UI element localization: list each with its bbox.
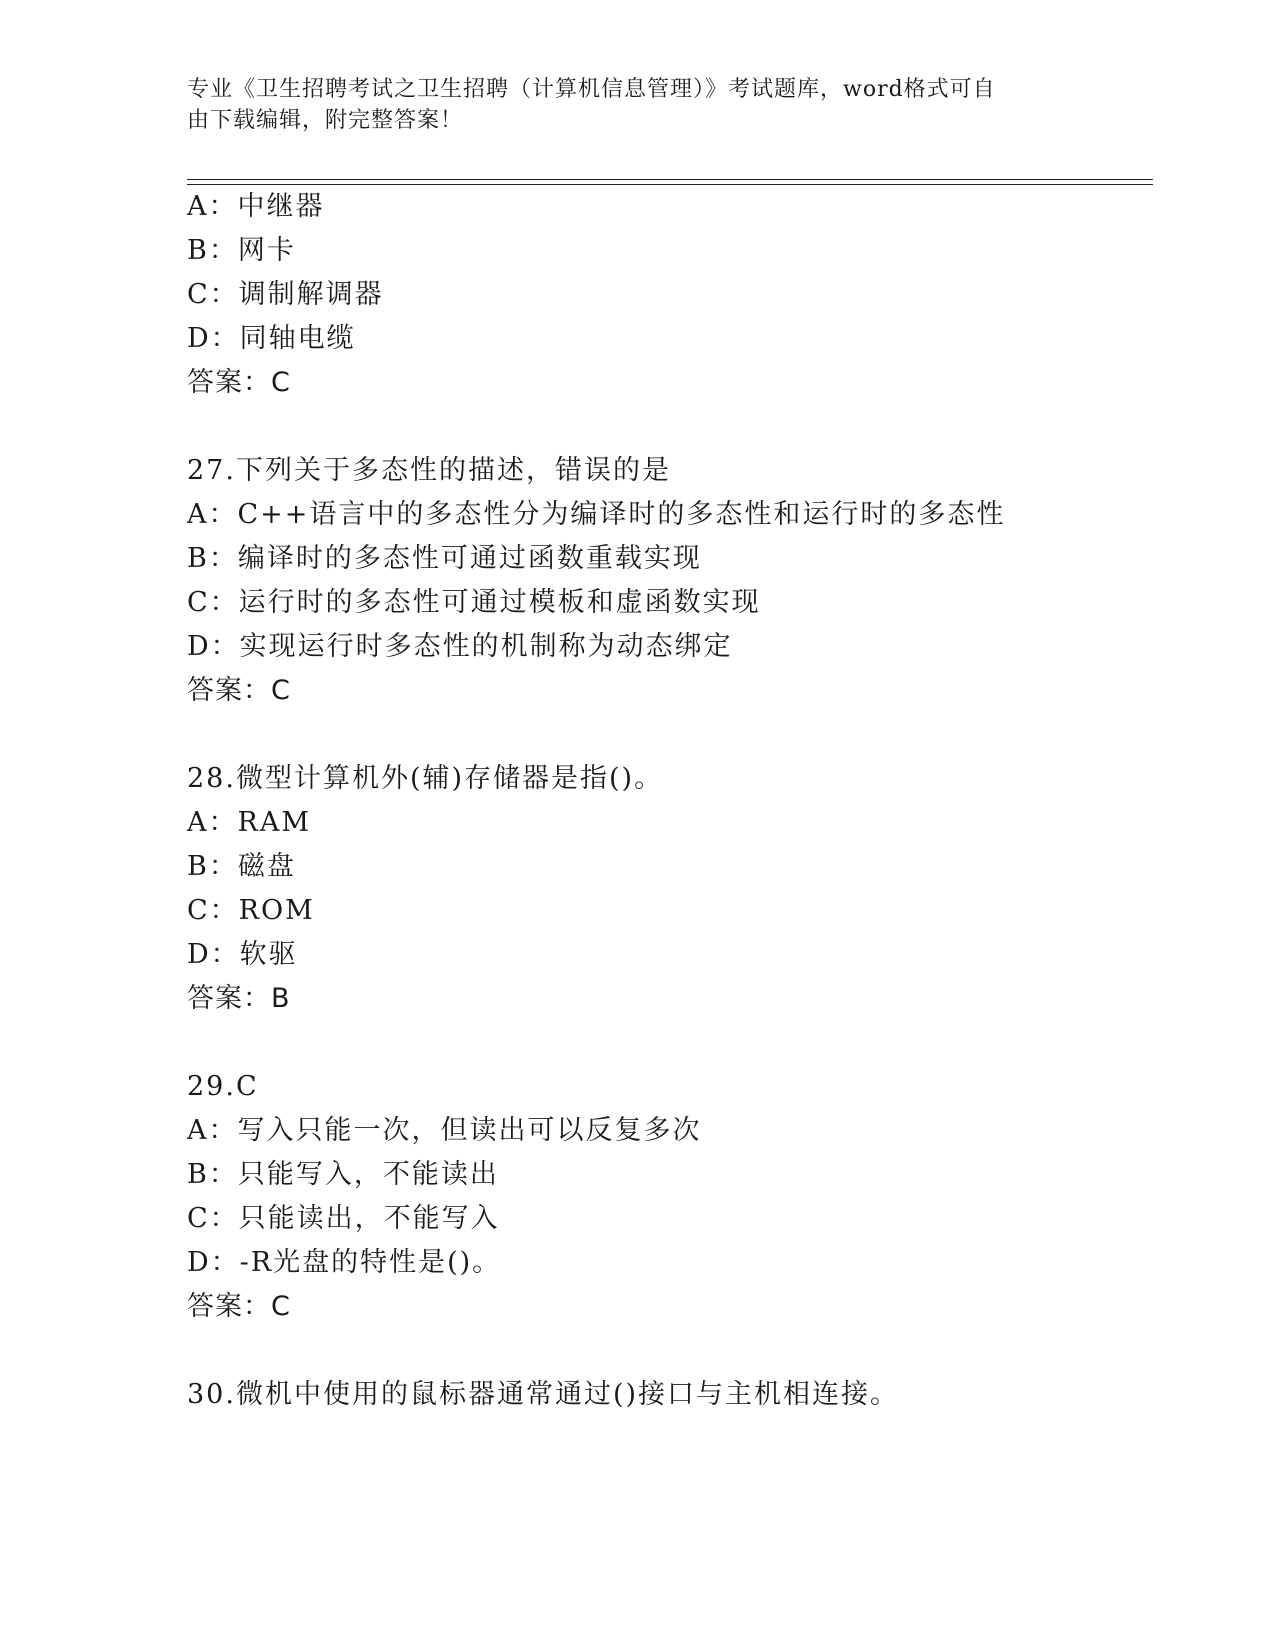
q30-question: 30.微机中使用的鼠标器通常通过()接口与主机相连接。: [187, 1379, 900, 1410]
q28-answer: 答案：B: [187, 983, 291, 1014]
q28-option-b: B：磁盘: [187, 851, 296, 882]
q26-option-c: C：调制解调器: [187, 279, 384, 310]
q28-option-c: C：ROM: [187, 895, 315, 926]
q27-option-d: D：实现运行时多态性的机制称为动态绑定: [187, 631, 733, 662]
q26-answer: 答案：C: [187, 367, 291, 398]
header-divider-bottom: [187, 184, 1153, 185]
q29-option-d: D：-R光盘的特性是()。: [187, 1247, 502, 1278]
q26-option-a: A：中继器: [187, 191, 325, 222]
q26-option-d: D：同轴电缆: [187, 323, 356, 354]
header-line-2: 由下载编辑，附完整答案！: [187, 108, 464, 133]
q29-option-c: C：只能读出，不能写入: [187, 1203, 500, 1234]
q29-option-a: A：写入只能一次，但读出可以反复多次: [187, 1115, 702, 1146]
q27-option-a: A：C++语言中的多态性分为编译时的多态性和运行时的多态性: [187, 499, 1006, 530]
header-divider-top: [187, 179, 1153, 180]
q28-option-d: D：软驱: [187, 939, 298, 970]
q27-answer: 答案：C: [187, 675, 291, 706]
header-line-1: 专业《卫生招聘考试之卫生招聘（计算机信息管理）》考试题库，word格式可自: [187, 77, 996, 102]
q28-question: 28.微型计算机外(辅)存储器是指()。: [187, 763, 664, 794]
q27-option-b: B：编译时的多态性可通过函数重载实现: [187, 543, 702, 574]
q27-question: 27.下列关于多态性的描述，错误的是: [187, 455, 671, 486]
q27-option-c: C：运行时的多态性可通过模板和虚函数实现: [187, 587, 761, 618]
q28-option-a: A：RAM: [187, 807, 311, 838]
q26-option-b: B：网卡: [187, 235, 296, 266]
document-header: [187, 74, 1087, 136]
q29-option-b: B：只能写入，不能读出: [187, 1159, 499, 1190]
q29-question: 29.C: [187, 1071, 259, 1102]
q29-answer: 答案：C: [187, 1291, 291, 1322]
